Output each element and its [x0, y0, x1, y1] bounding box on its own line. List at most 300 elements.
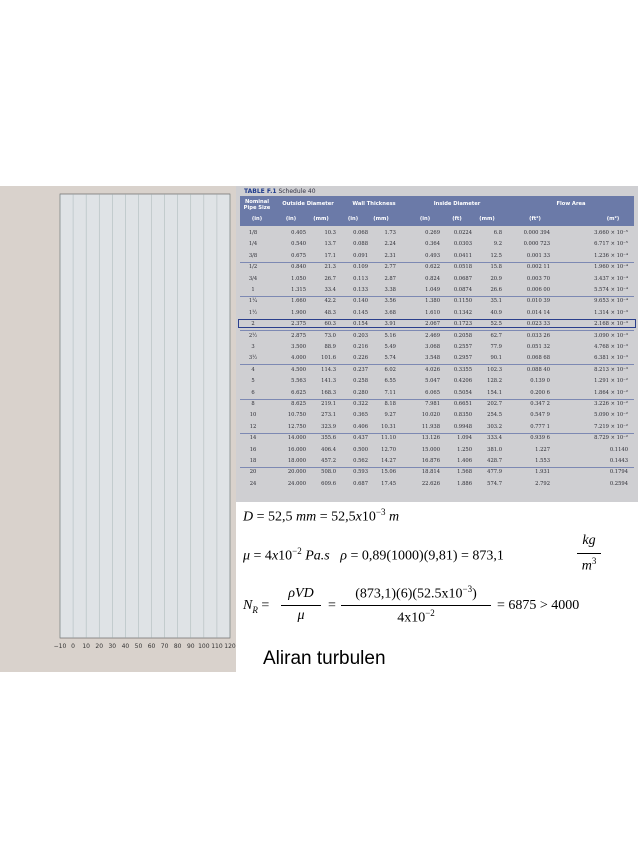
table-cell: 0.493 [425, 252, 440, 259]
table-cell: 14.000 [287, 435, 306, 442]
table-cell: 1.931 [535, 469, 550, 476]
eq1-unit-m: m [388, 509, 400, 525]
table-cell: 6.625 [291, 389, 306, 396]
x-tick-label: 40 [121, 643, 130, 650]
table-cell: 0.687 [353, 480, 368, 487]
table-cell: 26.6 [490, 287, 502, 293]
table-cell: 254.5 [487, 412, 502, 419]
eq2-unit-fraction-bar [577, 553, 601, 554]
table-cell: 141.3 [321, 378, 336, 385]
table-row [240, 263, 634, 271]
table-cell: 1.314 × 10⁻³ [594, 309, 628, 316]
table-cell: 477.9 [487, 469, 502, 476]
table-cell: 1½ [248, 309, 258, 316]
equation-diameter [243, 507, 399, 526]
eq2-ten: 10 [278, 548, 293, 564]
table-cell: 3.38 [384, 287, 396, 293]
table-cell: 381.0 [487, 446, 502, 453]
table-cell: 0.091 [353, 252, 368, 259]
table-cell: 24.000 [287, 480, 306, 487]
table-cell: 0.2058 [453, 332, 472, 339]
table-cell: 1.900 [291, 309, 306, 316]
table-cell: 88.9 [324, 344, 336, 350]
table-cell: 0.0224 [453, 230, 472, 236]
table-cell: 0.1443 [609, 458, 628, 464]
table-cell: 0.500 [353, 446, 368, 453]
table-row [240, 389, 634, 397]
table-group-header: Flow Area [556, 201, 586, 207]
eq3-lhs-sub: R [252, 604, 258, 615]
table-row [240, 229, 634, 237]
table-cell: 154.1 [487, 389, 502, 396]
table-cell: 8.18 [384, 401, 396, 407]
table-cell: 5.047 [425, 378, 440, 385]
table-cell: 52.5 [490, 321, 502, 328]
table-cell: 20.000 [287, 469, 306, 476]
eq2-unit-numerator: kg [582, 533, 596, 548]
table-cell: 1.73 [384, 230, 396, 236]
table-cell: 33.4 [324, 287, 336, 293]
table-cell: 12.750 [287, 423, 306, 430]
table-group-header: Outside Diameter [282, 201, 334, 207]
table-cell: 22.626 [421, 480, 440, 487]
eq1-x: x [355, 509, 362, 525]
table-cell: 0.347 2 [530, 401, 550, 407]
table-cell: 7.11 [384, 389, 396, 396]
eq1-value-m: = 52,5 [319, 509, 356, 525]
table-cell: 1.553 [535, 458, 550, 464]
table-cell: 168.3 [321, 389, 336, 396]
table-cell: 0.593 [353, 469, 368, 476]
table-cell: 0.622 [425, 264, 440, 271]
table-row [240, 297, 634, 305]
table-cell: 21.3 [324, 264, 336, 271]
table-unit-header: (in) [285, 216, 297, 222]
table-row [240, 332, 634, 340]
table-unit-header: (mm) [313, 216, 329, 222]
table-cell: 0.109 [353, 264, 368, 271]
table-cell: 1.960 × 10⁻⁴ [594, 264, 628, 271]
table-cell: 0.0687 [453, 275, 472, 282]
table-row [240, 252, 634, 260]
table-cell: 13.7 [324, 241, 336, 248]
table-cell: 1.094 [457, 435, 472, 442]
table-cell: 0.237 [353, 366, 368, 373]
x-tick-label: 10 [82, 643, 90, 650]
table-cell: 0.0518 [453, 264, 472, 271]
table-cell: 2.77 [384, 264, 396, 271]
table-cell: 0.0411 [453, 252, 472, 259]
table-unit-header: (mm) [479, 216, 495, 222]
eq2-rho-expression: = 0,89(1000)(9,81) = 873,1 [350, 548, 504, 564]
table-cell: 0.002 11 [526, 264, 550, 271]
table-cell: 1/8 [248, 230, 258, 236]
table-cell: 14 [249, 435, 257, 442]
table-cell: 1.660 [291, 298, 306, 305]
table-cell: 16 [249, 446, 257, 453]
table-cell: 0.939 6 [530, 435, 550, 442]
table-cell: 4 [251, 366, 255, 373]
table-row [240, 377, 634, 385]
table-cell: 1.864 × 10⁻² [594, 389, 628, 396]
table-cell: 333.4 [487, 435, 502, 442]
table-cell: 0.000 723 [523, 241, 550, 248]
table-cell: 219.1 [321, 401, 336, 407]
eq2-exp: −2 [292, 546, 302, 556]
table-cell: 0.547 9 [530, 412, 550, 419]
table-cell: 1.050 [291, 275, 306, 282]
table-cell: 1.315 [291, 287, 306, 293]
table-row [240, 366, 634, 374]
table-cell: 2.375 [291, 321, 306, 328]
eq3-fraction1-numerator: ρVD [288, 586, 314, 601]
table-row [240, 411, 634, 419]
table-cell: 0.824 [425, 275, 440, 282]
eq3-fraction1-bar [281, 605, 321, 606]
table-cell: 3.548 [425, 355, 440, 362]
table-row [240, 400, 634, 408]
table-cell: 1.610 [425, 309, 440, 316]
table-cell: 0.280 [353, 389, 368, 396]
table-cell: 102.3 [487, 366, 502, 373]
table-cell: 60.3 [324, 321, 336, 328]
table-cell: 2 [251, 321, 255, 328]
table-cell: 6.8 [493, 230, 502, 236]
table-cell: 12.5 [490, 252, 502, 259]
eq2-unit: Pa.s [305, 548, 330, 564]
table-cell: 35.1 [490, 298, 502, 305]
eq3-fraction1-denominator: μ [297, 608, 305, 623]
table-cell: 3.068 [425, 344, 440, 350]
table-cell: 1.886 [457, 480, 472, 487]
table-cell: 1/4 [248, 241, 258, 248]
table-cell: 20 [249, 469, 257, 476]
eq3-result: = 6875 > 4000 [497, 598, 580, 613]
table-cell: 0.226 [353, 355, 368, 362]
table-cell: 0.216 [353, 344, 368, 350]
table-cell: 303.2 [487, 423, 502, 430]
table-cell: 1.380 [425, 298, 440, 305]
selected-row-highlight [238, 319, 636, 328]
table-cell: 0.006 00 [526, 287, 550, 293]
table-row [240, 286, 634, 294]
table-cell: 18.814 [421, 469, 440, 476]
table-cell: 3.226 × 10⁻² [594, 401, 628, 407]
x-tick-label: 60 [147, 643, 156, 650]
table-cell: 0.068 68 [526, 355, 550, 362]
table-cell: 16.000 [287, 446, 306, 453]
table-cell: 10.750 [287, 412, 306, 419]
x-tick-label: 70 [160, 643, 169, 650]
table-cell: 2.792 [535, 480, 550, 487]
table-cell: 0.113 [353, 275, 368, 282]
eq3-f2-den-exp: −2 [425, 608, 435, 618]
eq3-f2-num-close: ) [472, 586, 477, 602]
table-cell: 13.126 [421, 435, 440, 442]
table-cell: 0.001 33 [526, 252, 550, 259]
conclusion-text: Aliran turbulen [263, 648, 386, 669]
table-cell: 15.000 [421, 446, 440, 453]
eq3-f2-den: 4x10 [397, 610, 426, 626]
table-cell: 273.1 [321, 412, 336, 419]
table-cell: 0.675 [291, 252, 306, 259]
table-unit-header: (in) [419, 216, 431, 222]
table-cell: 0.406 [353, 423, 368, 430]
table-cell: 609.6 [321, 480, 336, 487]
table-cell: 0.562 [353, 458, 368, 464]
eq2-x: x [271, 548, 279, 564]
eq2-mu-value: = 4 [253, 548, 272, 564]
table-cell: 3.56 [384, 298, 396, 305]
table-cell: 0.2557 [453, 344, 472, 350]
table-cell: 0.437 [353, 435, 368, 442]
table-row [240, 309, 634, 317]
x-tick-label: 20 [95, 643, 104, 650]
table-cell: 10.31 [381, 423, 396, 430]
eq3-f2-num-exp: −3 [462, 584, 473, 594]
x-tick-label: 30 [108, 643, 117, 650]
pipe-table-panel [236, 186, 638, 502]
table-cell: 40.9 [490, 309, 502, 316]
eq1-unit-mm: mm [296, 509, 317, 525]
table-cell: 20.9 [490, 275, 502, 282]
eq2-rho: ρ [340, 548, 347, 564]
table-cell: 0.2957 [453, 355, 472, 362]
table-cell: 0.203 [353, 332, 368, 339]
table-unit-header: (ft²) [529, 216, 541, 222]
table-cell: 5.563 [291, 378, 306, 385]
table-cell: 0.088 40 [526, 366, 550, 373]
table-unit-header: (ft) [452, 216, 462, 222]
equation-viscosity-density [243, 546, 504, 565]
table-cell: 0.8350 [453, 412, 472, 419]
table-cell: 12 [249, 423, 257, 430]
table-cell: 42.2 [324, 298, 336, 305]
table-cell: 18 [249, 458, 257, 464]
table-cell: 3/4 [248, 275, 258, 282]
table-cell: 12.70 [381, 446, 396, 453]
table-cell: 574.7 [487, 480, 502, 487]
table-cell: 1.406 [457, 458, 472, 464]
table-cell: 3.090 × 10⁻³ [594, 332, 628, 339]
table-caption-text: Schedule 40 [278, 188, 316, 195]
table-cell: 0.1140 [609, 446, 628, 453]
table-cell: 0.139 0 [530, 378, 550, 385]
table-cell: 8.213 × 10⁻³ [594, 366, 628, 373]
table-cell: 0.777 1 [530, 423, 550, 430]
table-cell: 0.140 [353, 298, 368, 305]
table-cell: 17.45 [381, 480, 396, 487]
x-tick-label: 110 [211, 643, 223, 650]
table-cell: 5.574 × 10⁻⁴ [594, 287, 628, 293]
table-cell: 0.364 [425, 241, 440, 248]
table-row [240, 275, 634, 283]
table-cell: 0.6651 [453, 401, 472, 407]
table-cell: 1/2 [248, 264, 258, 271]
eq1-value-mm: = 52,5 [256, 509, 293, 525]
table-row [240, 468, 634, 476]
eq3-equals: = [261, 598, 270, 613]
table-cell: 114.3 [321, 366, 336, 373]
table-cell: 0.2594 [609, 480, 628, 487]
table-group-header: Nominal Pipe Size [243, 199, 271, 211]
table-cell: 18.000 [287, 458, 306, 464]
x-tick-label: 120 [224, 643, 236, 650]
table-cell: 48.3 [324, 309, 336, 316]
table-cell: 0.322 [353, 401, 368, 407]
table-cell: 0.258 [353, 378, 368, 385]
table-caption [244, 188, 316, 195]
table-cell: 2.24 [384, 241, 396, 248]
viscosity-chart [0, 186, 236, 672]
table-cell: 3.660 × 10⁻⁵ [594, 230, 628, 236]
table-cell: 0.3355 [453, 366, 472, 373]
table-cell: 11.938 [421, 423, 440, 430]
table-cell: 1.568 [457, 469, 472, 476]
table-cell: 1 [251, 287, 255, 293]
table-cell: 4.026 [425, 366, 440, 373]
table-cell: 15.06 [381, 469, 396, 476]
table-cell: 3/8 [248, 252, 258, 259]
table-cell: 3.91 [384, 321, 396, 328]
table-cell: 0.051 32 [526, 344, 550, 350]
table-cell: 0.405 [291, 230, 306, 236]
table-cell: 3.68 [384, 309, 396, 316]
table-cell: 16.876 [421, 458, 440, 464]
table-cell: 6.717 × 10⁻⁵ [594, 241, 628, 248]
eq2-mu: μ [243, 548, 251, 564]
table-cell: 6.02 [384, 366, 396, 373]
table-cell: 0.068 [353, 230, 368, 236]
table-cell: 0.000 394 [523, 230, 550, 236]
table-cell: 323.9 [321, 423, 336, 430]
table-cell: 0.033 26 [526, 332, 550, 339]
table-cell: 4.500 [291, 366, 306, 373]
table-cell: 10.3 [324, 230, 336, 236]
table-unit-header: (m²) [606, 216, 620, 222]
table-cell: 11.10 [381, 435, 396, 442]
eq2-unit-den: m [581, 558, 592, 574]
table-cell: 0.5054 [453, 389, 472, 396]
table-cell: 0.088 [353, 241, 368, 248]
table-cell: 0.0874 [453, 287, 472, 293]
table-cell: 0.269 [425, 230, 440, 236]
table-cell: 128.2 [487, 378, 502, 385]
table-cell: 5.16 [384, 332, 396, 339]
table-row [240, 343, 634, 351]
eq3-equals-2: = [328, 598, 336, 613]
table-cell: 0.023 33 [526, 321, 550, 328]
table-cell: 0.540 [291, 241, 306, 248]
viscosity-chart-panel [0, 186, 236, 672]
table-cell: 9.653 × 10⁻⁴ [594, 298, 628, 305]
x-tick-label: 0 [71, 643, 75, 650]
table-unit-header: (in) [347, 216, 359, 222]
table-cell: 0.154 [353, 321, 368, 328]
table-cell: 7.981 [425, 401, 440, 407]
table-cell: 4.000 [291, 355, 306, 362]
eq2-unit-den-exp: 3 [591, 556, 597, 566]
table-cell: 6.065 [425, 389, 440, 396]
table-cell: 7.219 × 10⁻² [594, 423, 628, 430]
table-cell: 2.31 [384, 252, 396, 259]
table-cell: 1¼ [248, 298, 258, 305]
x-tick-label: 90 [186, 643, 195, 650]
table-group-header: Inside Diameter [433, 201, 481, 207]
table-cell: 406.4 [321, 446, 336, 453]
table-cell: 0.145 [353, 309, 368, 316]
table-cell: 2.067 [425, 321, 440, 328]
table-cell: 1.236 × 10⁻⁴ [594, 252, 628, 259]
equation-reynolds-lhs [243, 598, 269, 615]
x-tick-label: −10 [53, 643, 67, 650]
table-cell: 3.437 × 10⁻⁴ [594, 275, 628, 282]
table-cell: 9.27 [384, 412, 396, 419]
table-cell: 24 [249, 480, 257, 487]
table-row [240, 446, 634, 454]
eq3-fraction2-bar [341, 605, 491, 606]
table-cell: 6.55 [384, 378, 396, 385]
table-cell: 10 [249, 412, 257, 419]
table-cell: 0.4206 [453, 378, 472, 385]
table-cell: 1.291 × 10⁻² [594, 378, 628, 385]
eq3-lhs: N [243, 598, 253, 613]
table-cell: 2½ [248, 332, 258, 339]
table-row [240, 434, 634, 442]
table-cell: 4.768 × 10⁻³ [594, 344, 628, 350]
table-cell: 6.381 × 10⁻³ [594, 355, 628, 362]
table-cell: 9.2 [493, 241, 502, 248]
table-cell: 101.6 [321, 355, 336, 362]
plot-area [60, 194, 230, 638]
table-cell: 0.0303 [453, 241, 472, 248]
table-cell: 0.365 [353, 412, 368, 419]
table-cell: 0.014 14 [526, 309, 550, 316]
table-cell: 3.500 [291, 344, 306, 350]
table-caption-number: TABLE F.1 [244, 188, 277, 195]
table-row [240, 240, 634, 248]
table-cell: 14.27 [381, 458, 396, 464]
table-cell: 1.250 [457, 446, 472, 453]
table-cell: 15.8 [490, 264, 502, 271]
table-cell: 0.1794 [609, 469, 628, 476]
table-cell: 5.090 × 10⁻² [594, 412, 628, 419]
table-row [240, 480, 634, 488]
table-cell: 8 [251, 401, 255, 407]
table-cell: 3½ [248, 355, 258, 362]
table-cell: 6 [251, 389, 255, 396]
eq3-fraction2-numerator [340, 584, 492, 603]
x-tick-label: 80 [173, 643, 182, 650]
table-cell: 17.1 [324, 252, 336, 259]
table-cell: 0.1723 [453, 321, 472, 328]
table-cell: 77.9 [490, 344, 502, 350]
table-cell: 0.840 [291, 264, 306, 271]
table-cell: 0.9948 [453, 423, 472, 430]
table-row [240, 423, 634, 431]
table-cell: 0.200 6 [530, 389, 550, 396]
table-cell: 0.1342 [453, 309, 472, 316]
table-cell: 2.168 × 10⁻³ [594, 321, 628, 328]
eq3-fraction2-denominator [340, 608, 492, 627]
table-unit-header: (in) [251, 216, 263, 222]
table-cell: 0.010 39 [526, 298, 550, 305]
table-cell: 1.049 [425, 287, 440, 293]
table-cell: 2.87 [384, 275, 396, 282]
table-cell: 3 [251, 344, 255, 350]
table-cell: 0.133 [353, 287, 368, 293]
table-cell: 90.1 [490, 355, 502, 362]
